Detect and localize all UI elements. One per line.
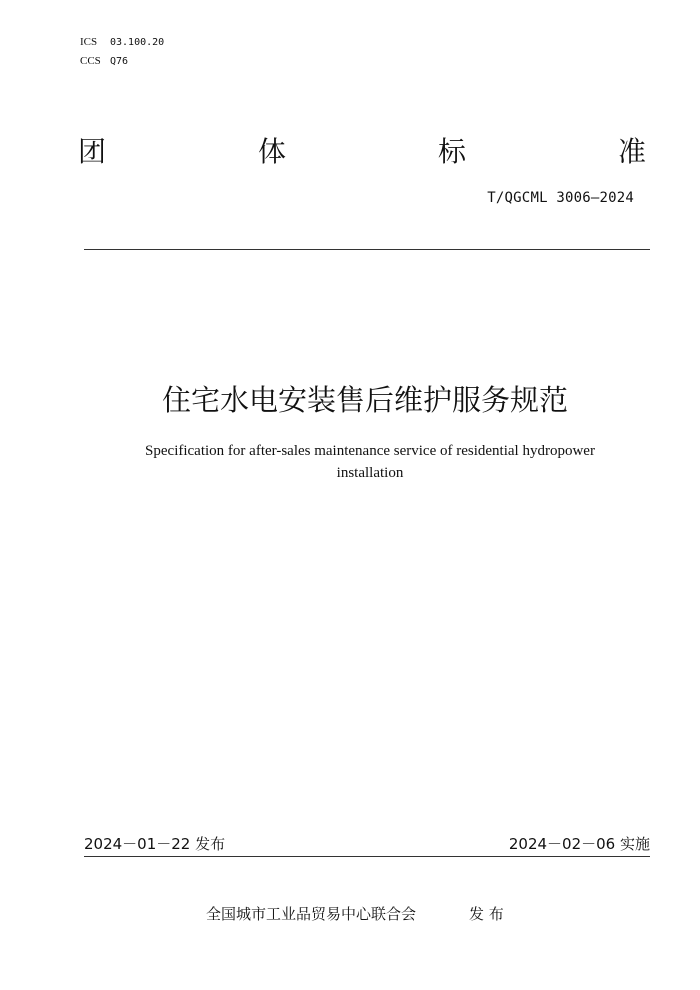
- standard-number: T/QGCML 3006—2024: [487, 190, 634, 206]
- title-english: Specification for after-sales maintenance service of residential hydropower installation: [145, 443, 595, 481]
- ics-label: ICS: [80, 36, 98, 48]
- ccs-code: Q76: [110, 56, 129, 67]
- standard-type-char-3: 标: [437, 135, 466, 168]
- classification-codes: [80, 33, 164, 71]
- top-divider: [84, 249, 650, 250]
- implementation-date: 2024－02－06 实施: [508, 835, 650, 853]
- standard-type-char-4: 准: [617, 135, 646, 168]
- title-chinese: 住宅水电安装售后维护服务规范: [161, 383, 568, 417]
- ccs-row: [80, 52, 164, 71]
- bottom-divider: [84, 856, 650, 857]
- standard-type-char-1: 团: [78, 135, 107, 168]
- issuing-organization: 全国城市工业品贸易中心联合会: [206, 905, 417, 923]
- ccs-label: CCS: [80, 55, 101, 67]
- ics-code: 03.100.20: [110, 37, 165, 48]
- release-date: 2024－01－22 发布: [84, 835, 226, 853]
- issuer-action: 发 布: [469, 905, 504, 923]
- standard-type-heading: [78, 134, 646, 170]
- standard-type-char-2: 体: [257, 135, 286, 168]
- ics-row: [80, 33, 164, 52]
